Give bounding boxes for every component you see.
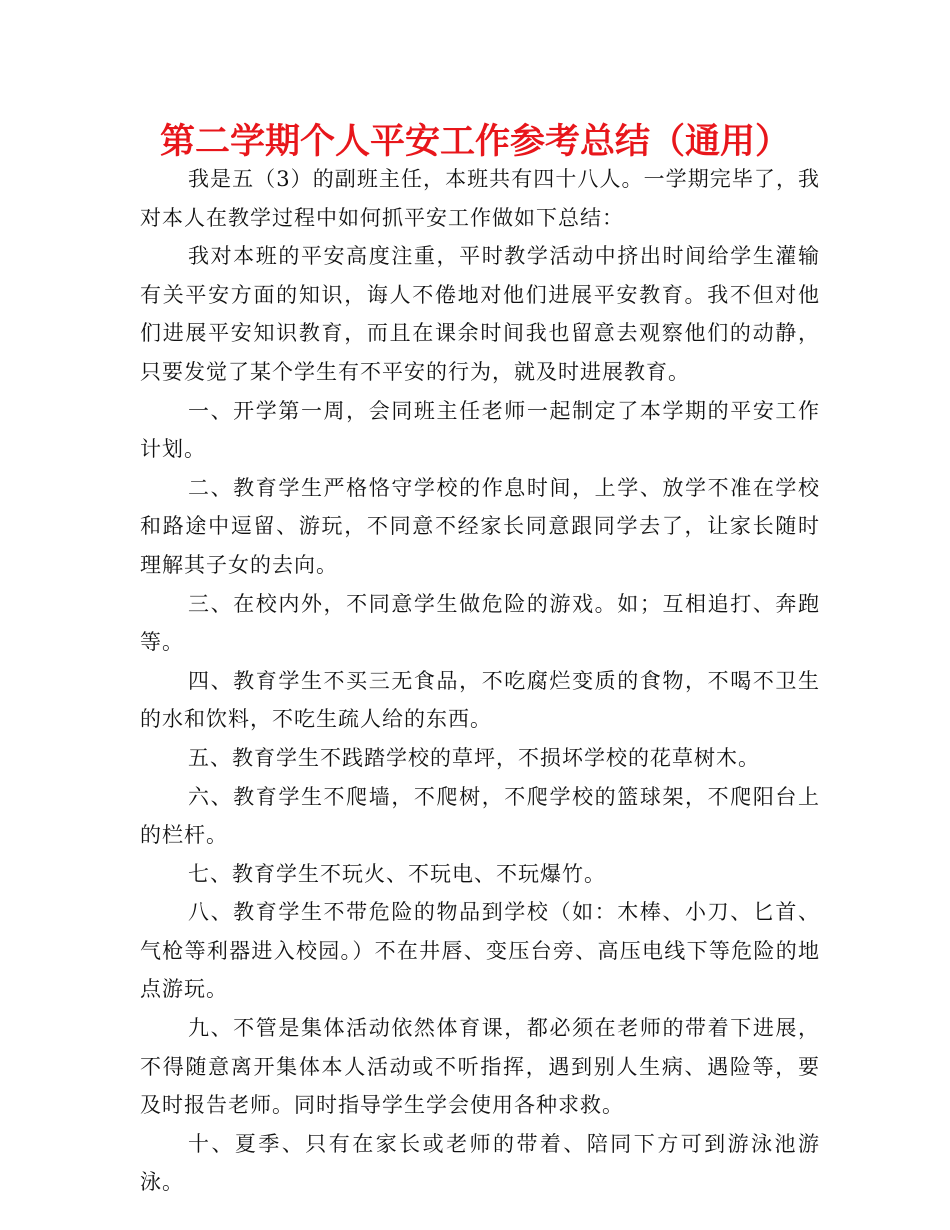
- paragraph-item-9: 九、不管是集体活动依然体育课，都必须在老师的带着下进展，不得随意离开集体本人活动或不听指挥，遇到别人生病、遇险等，要及时报告老师。同时指导学生学会使用各种求救。: [140, 1016, 820, 1118]
- paragraph-item-5: 五、教育学生不践踏学校的草坪，不损坏学校的花草树木。: [188, 745, 760, 770]
- paragraph-item-8: 八、教育学生不带危险的物品到学校（如：木棒、小刀、匕首、气枪等利器进入校园。）不在井唇、变压台旁、高压电线下等危险的地点游玩。: [140, 900, 820, 1002]
- paragraph-item-3: 三、在校内外，不同意学生做危险的游戏。如；互相追打、奔跑等。: [140, 591, 820, 655]
- paragraph-item-6: 六、教育学生不爬墙，不爬树，不爬学校的篮球架，不爬阳台上的栏杆。: [140, 784, 820, 848]
- document-title: 第二学期个人平安工作参考总结（通用）: [159, 122, 790, 162]
- paragraph-item-1: 一、开学第一周，会同班主任老师一起制定了本学期的平安工作计划。: [140, 398, 820, 462]
- paragraph-intro: 我是五（3）的副班主任，本班共有四十八人。一学期完毕了，我对本人在教学过程中如何抓平安工作做如下总结：: [140, 167, 820, 230]
- paragraph-overview: 我对本班的平安高度注重，平时教学活动中挤出时间给学生灌输有关平安方面的知识，诲人不倦地对他们进展平安教育。我不但对他们进展平安知识教育，而且在课余时间我也留意去观察他们的动静，只要发觉了某个学生有不平安的行为，就及时进展教育。: [140, 244, 820, 384]
- paragraph-item-10: 十、夏季、只有在家长或老师的带着、陪同下方可到游泳池游泳。: [140, 1131, 820, 1195]
- paragraph-item-2: 二、教育学生严格恪守学校的作息时间，上学、放学不准在学校和路途中逗留、游玩，不同意不经家长同意跟同学去了，让家长随时理解其子女的去向。: [140, 475, 820, 577]
- paragraph-item-4: 四、教育学生不买三无食品，不吃腐烂变质的食物，不喝不卫生的水和饮料，不吃生疏人给的东西。: [140, 668, 820, 732]
- paragraph-item-7: 七、教育学生不玩火、不玩电、不玩爆竹。: [188, 861, 606, 886]
- document-body: [140, 160, 820, 1202]
